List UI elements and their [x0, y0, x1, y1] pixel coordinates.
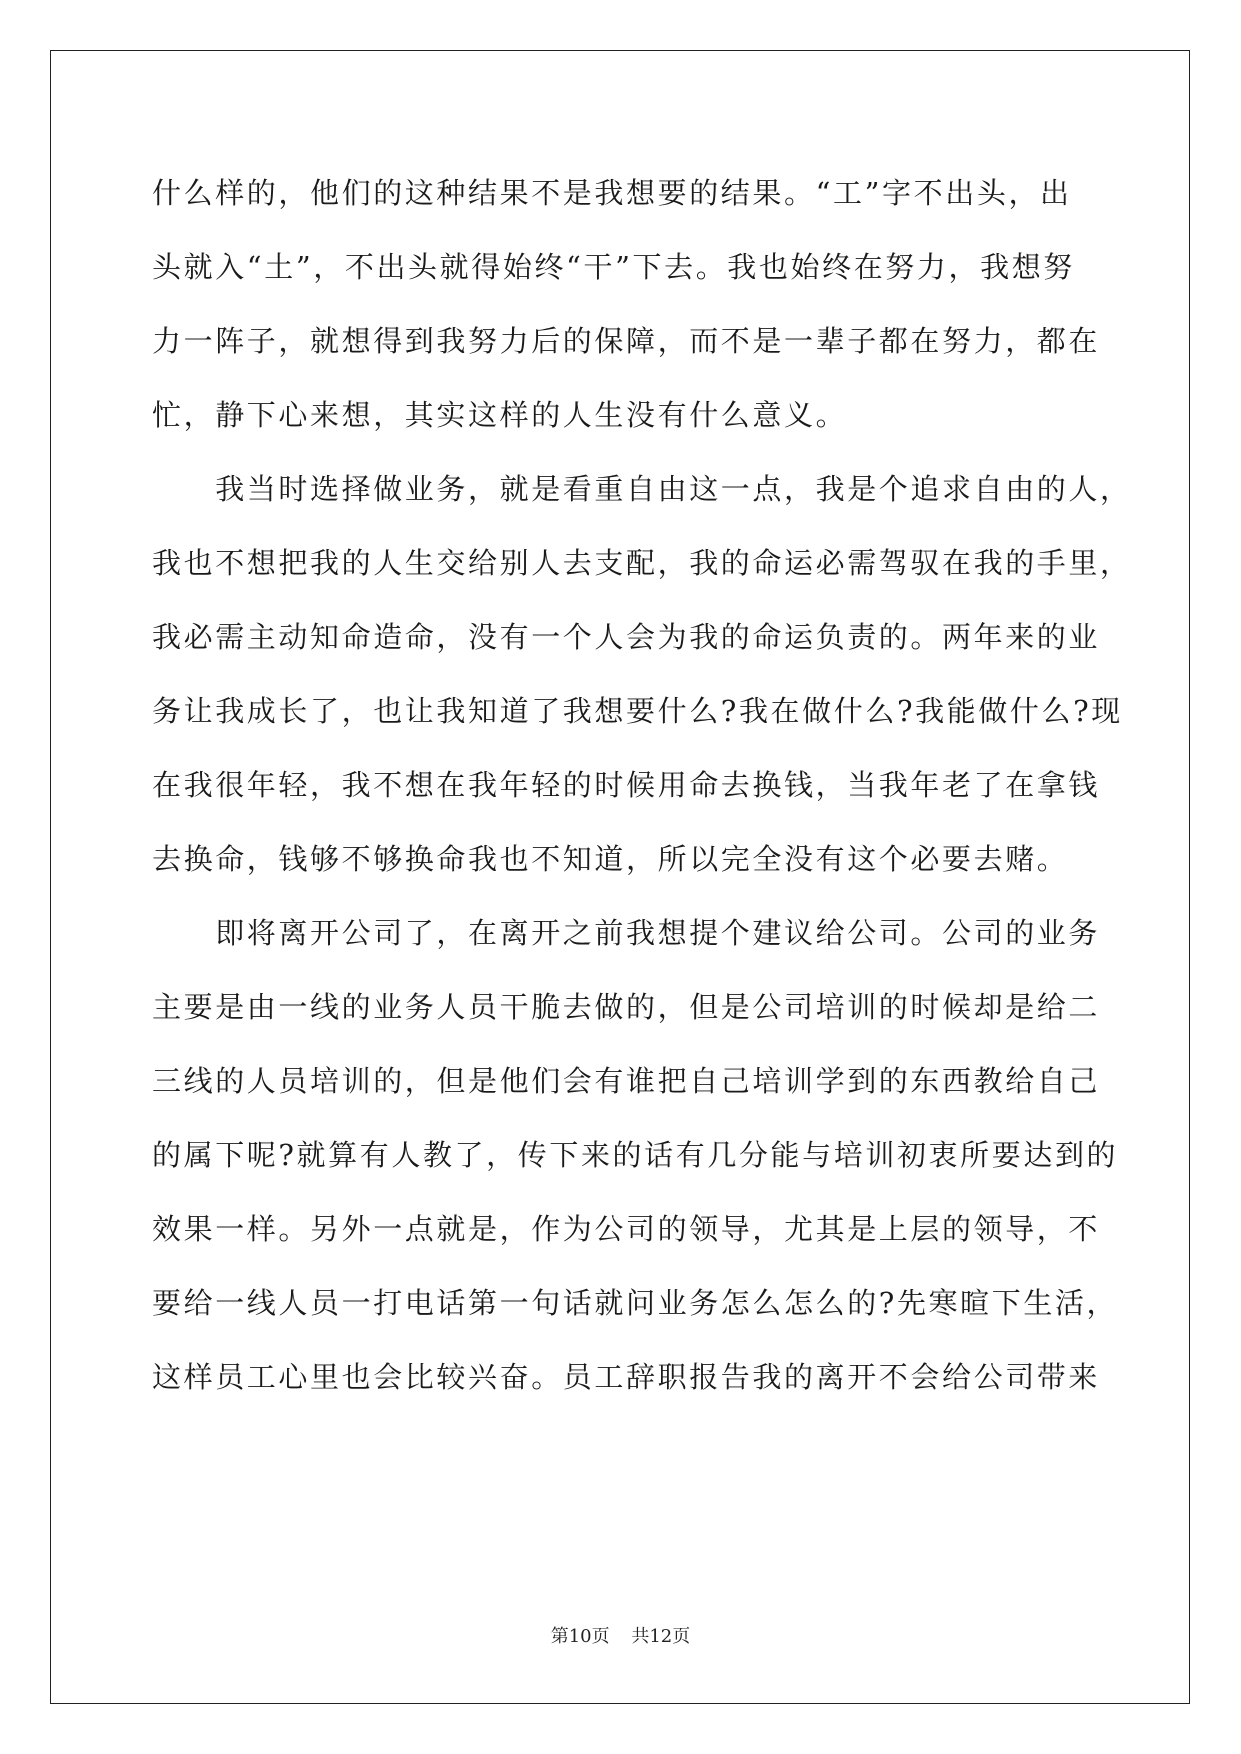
text-line: 头就入“土”，不出头就得始终“干”下去。我也始终在努力，我想努 — [152, 250, 1075, 284]
text-line: 三线的人员培训的，但是他们会有谁把自己培训学到的东西教给自己 — [152, 1064, 1101, 1098]
text-line: 的属下呢?就算有人教了，传下来的话有几分能与培训初衷所要达到的 — [152, 1138, 1119, 1172]
text-line: 在我很年轻，我不想在我年轻的时候用命去换钱，当我年老了在拿钱 — [152, 768, 1101, 802]
text-line: 我必需主动知命造命，没有一个人会为我的命运负责的。两年来的业 — [152, 620, 1101, 654]
text-line: 务让我成长了，也让我知道了我想要什么?我在做什么?我能做什么?现 — [152, 694, 1123, 728]
page-footer — [0, 1622, 1241, 1648]
text-line: 即将离开公司了，在离开之前我想提个建议给公司。公司的业务 — [152, 916, 1101, 950]
page-number-total: 共12页 — [631, 1626, 691, 1647]
text-line: 我也不想把我的人生交给别人去支配，我的命运必需驾驭在我的手里， — [152, 546, 1132, 580]
text-line: 我当时选择做业务，就是看重自由这一点，我是个追求自由的人， — [152, 472, 1132, 506]
text-line: 什么样的，他们的这种结果不是我想要的结果。“工”字不出头，出 — [152, 176, 1072, 210]
page-number-current: 第10页 — [550, 1626, 610, 1647]
text-line: 主要是由一线的业务人员干脆去做的，但是公司培训的时候却是给二 — [152, 990, 1101, 1024]
text-line: 力一阵子，就想得到我努力后的保障，而不是一辈子都在努力，都在 — [152, 324, 1101, 358]
text-line: 忙，静下心来想，其实这样的人生没有什么意义。 — [152, 398, 848, 432]
document-body — [152, 156, 1132, 1414]
text-line: 去换命，钱够不够换命我也不知道，所以完全没有这个必要去赌。 — [152, 842, 1069, 876]
text-line: 这样员工心里也会比较兴奋。员工辞职报告我的离开不会给公司带来 — [152, 1360, 1101, 1394]
text-line: 效果一样。另外一点就是，作为公司的领导，尤其是上层的领导，不 — [152, 1212, 1101, 1246]
text-line: 要给一线人员一打电话第一句话就问业务怎么怎么的?先寒暄下生活， — [152, 1286, 1119, 1320]
